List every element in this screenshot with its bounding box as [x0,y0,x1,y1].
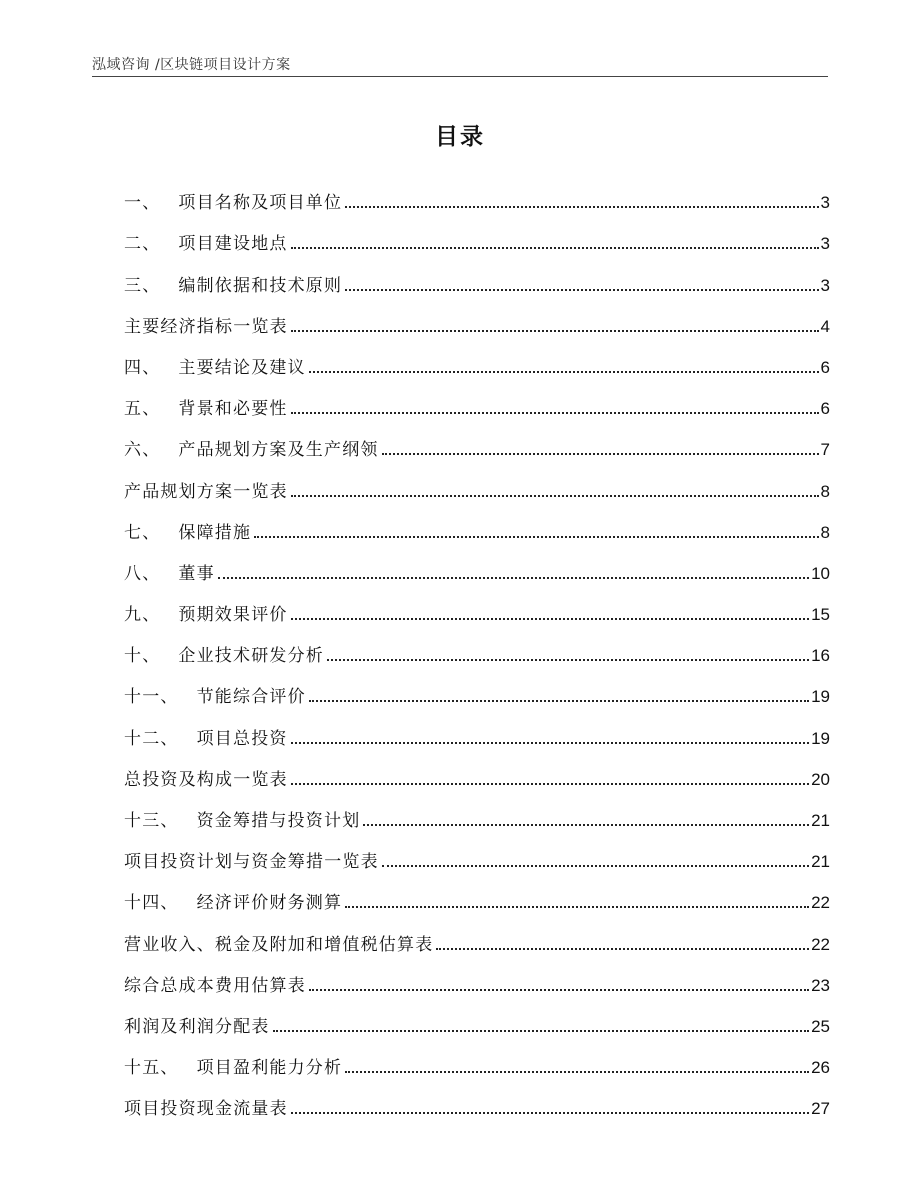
toc-entry-number: 十三、 [124,811,179,831]
toc-leader-dots [363,824,809,826]
toc-entry-number: 二、 [124,234,161,255]
toc-entry-label: 背景和必要性 [178,399,288,420]
toc-entry[interactable] [124,584,830,625]
toc-entry-page: 19 [811,728,830,748]
toc-title: 目录 [435,124,485,150]
toc-entry-page: 8 [820,481,830,501]
toc-entry-number: 十二、 [124,728,179,749]
toc-entry-label: 编制依据和技术原则 [178,275,343,296]
toc-entry-page: 6 [820,357,830,377]
toc-leader-dots [327,659,809,661]
toc-entry-number: 三、 [124,275,161,296]
toc-entry[interactable] [124,1037,830,1078]
toc-entry[interactable] [124,996,830,1037]
toc-entry-label: 项目投资现金流量表 [124,1099,288,1120]
toc-entry[interactable] [124,913,830,954]
toc-entry-label: 董事 [178,563,215,584]
toc-entry-number: 八、 [124,563,161,584]
toc-entry-label: 项目盈利能力分析 [196,1058,343,1079]
toc-entry-page: 8 [820,522,830,542]
toc-entry-label: 经济评价财务测算 [196,893,343,914]
toc-entry-label: 项目投资计划与资金筹措一览表 [124,852,379,873]
toc-entry-number: 十一、 [124,687,179,708]
toc-leader-dots [345,289,818,291]
toc-entry-label: 利润及利润分配表 [124,1016,270,1037]
toc-entry-page: 27 [811,1099,830,1119]
header-rule [92,76,828,77]
toc-entry-label: 综合总成本费用估算表 [124,975,306,996]
toc-leader-dots [309,371,819,373]
toc-entry[interactable] [124,419,830,460]
toc-entry[interactable] [124,625,830,666]
toc-entry[interactable] [124,172,830,213]
toc-leader-dots [218,577,809,579]
toc-entry-label: 主要结论及建议 [178,357,306,378]
toc-entry-page: 19 [811,687,830,707]
toc-entry-page: 20 [811,769,830,789]
toc-entry-page: 23 [811,975,830,995]
toc-entry-label: 资金筹措与投资计划 [196,811,361,831]
toc-entry[interactable] [124,213,830,254]
toc-entry[interactable] [124,790,830,831]
toc-entry-label: 企业技术研发分析 [178,646,325,667]
toc-leader-dots [382,865,809,867]
toc-entry-number: 七、 [124,522,161,543]
toc-entry-page: 21 [811,852,830,872]
toc-entry-number: 九、 [124,605,161,626]
toc-entry-page: 22 [811,893,830,913]
toc-leader-dots [291,742,809,744]
toc-entry-label: 节能综合评价 [196,687,306,708]
toc-entry-page: 3 [820,275,830,295]
toc-entry-page: 22 [811,934,830,954]
toc-entry-number: 十五、 [124,1058,179,1079]
toc-leader-dots [254,536,818,538]
toc-entry-label: 产品规划方案及生产纲领 [178,440,379,461]
toc-entry-number: 一、 [124,193,161,214]
toc-entry-label: 项目名称及项目单位 [178,193,343,214]
toc-entry-label: 项目建设地点 [178,234,288,255]
toc-entry-page: 7 [820,440,830,460]
toc-entry[interactable] [124,460,830,501]
toc-entry-page: 25 [811,1016,830,1036]
toc-entry-label: 产品规划方案一览表 [124,481,288,502]
toc-leader-dots [291,783,809,785]
toc-leader-dots [273,1030,809,1032]
toc-entry[interactable] [124,337,830,378]
toc-entry-page: 3 [820,193,830,213]
toc-entry-page: 16 [811,646,830,666]
toc-leader-dots [345,1071,809,1073]
toc-entry[interactable] [124,872,830,913]
toc-leader-dots [291,618,809,620]
toc-entry-label: 总投资及构成一览表 [124,769,288,790]
toc-entry[interactable] [124,707,830,748]
toc-leader-dots [309,989,809,991]
toc-entry-label: 项目总投资 [196,728,288,749]
toc-leader-dots [436,948,809,950]
toc-entry-page: 15 [811,605,830,625]
toc-entry-page: 21 [811,811,830,830]
toc-entry-number: 十、 [124,646,161,667]
toc-entry-number: 十四、 [124,893,179,914]
toc-entry-number: 五、 [124,399,161,420]
toc-entry[interactable] [124,831,830,872]
toc-entry[interactable] [124,749,830,790]
toc-entry-number: 六、 [124,440,161,461]
toc-leader-dots [291,1112,809,1114]
page-header: 泓域咨询 /区块链项目设计方案 [92,57,291,73]
toc-entry-page: 3 [820,234,830,254]
toc-entry-page: 10 [811,563,830,583]
toc-entry[interactable] [124,502,830,543]
toc-entry-label: 营业收入、税金及附加和增值税估算表 [124,934,434,955]
toc-leader-dots [345,906,809,908]
toc-leader-dots [382,453,819,455]
toc-entry[interactable] [124,955,830,996]
toc-entry[interactable] [124,378,830,419]
toc-entry-label: 预期效果评价 [178,605,288,626]
toc-entry[interactable] [124,543,830,584]
toc-entry[interactable] [124,666,830,707]
toc-entry-label: 主要经济指标一览表 [124,316,288,337]
toc-entry-label: 保障措施 [178,522,252,543]
toc-leader-dots [345,206,818,208]
table-of-contents [124,172,830,1119]
toc-leader-dots [309,700,809,702]
toc-entry[interactable] [124,296,830,337]
toc-entry[interactable] [124,1078,830,1119]
toc-entry-page: 4 [820,316,830,336]
toc-entry-number: 四、 [124,357,161,378]
toc-leader-dots [291,412,819,414]
toc-entry-page: 6 [820,399,830,419]
toc-leader-dots [291,495,819,497]
toc-leader-dots [291,247,819,249]
toc-entry[interactable] [124,254,830,295]
toc-leader-dots [291,330,819,332]
toc-entry-page: 26 [811,1058,830,1078]
